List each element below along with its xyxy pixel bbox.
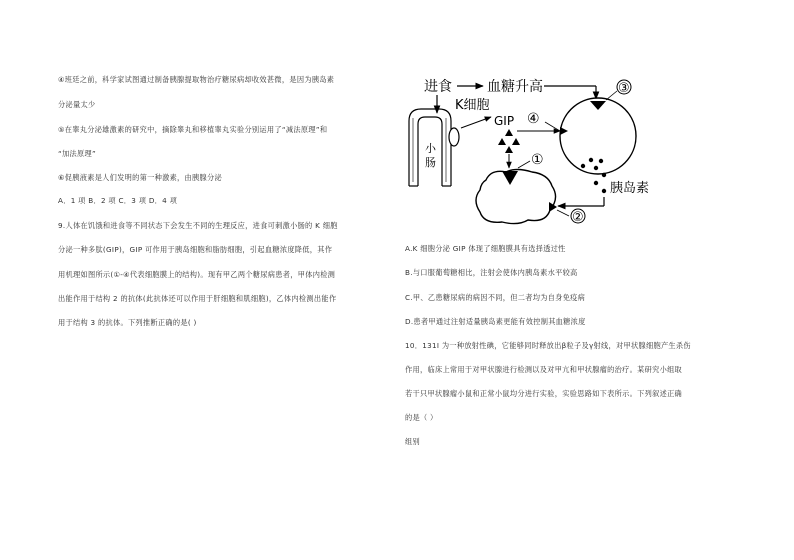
structure-1-number: ① [531,152,544,168]
structure-3-number: ③ [618,81,630,96]
small-intestine-label-2: 肠 [425,156,436,169]
structure-2-number: ② [572,210,584,225]
text-line: 分泌一种多肽(GIP)，GIP 可作用于胰岛细胞和脂肪细胞，引起血糖浓度降低，其作 [58,245,333,254]
pointer-1 [518,161,530,168]
arrow-k-to-gip [461,117,491,128]
gip-label: GIP [494,114,515,128]
text-line: 分泌量太少 [58,100,96,109]
text-line: ④班廷之前，科学家试图通过制备胰腺提取物治疗糖尿病却收效甚微，是因为胰岛素 [58,75,335,84]
text-line: 用于结构 3 的抗体。下列推断正确的是( ) [58,318,197,327]
option-a: A.K 细胞分泌 GIP 体现了细胞膜具有选择透过性 [405,244,566,253]
option-d: D.患者甲通过注射适量胰岛素更能有效控制其血糖浓度 [405,317,586,326]
question-9-text: 9.人体在饥饿和进食等不同状态下会发生不同的生理反应，进食可刺激小肠的 K 细胞 [58,221,338,230]
gip-molecules [498,129,520,153]
text-line: “加法原理” [58,149,96,158]
option-b: B.与口服葡萄糖相比，注射会使体内胰岛素水平较高 [405,268,578,277]
pointer-4 [545,122,560,131]
pointer-2 [557,210,569,216]
fat-cell [476,170,556,224]
text-line: 作用，临床上常用于对甲状腺进行检测以及对甲亢和甲状腺瘤的治疗。某研究小组取 [405,365,683,374]
pointer-3 [606,91,617,100]
question-10-text: 10．131I 为一种放射性碘，它能够同时释放出β粒子及γ射线，对甲状腺细胞产生杀伤 [405,341,691,350]
answer-options: A．1 项 B．2 项 C．3 项 D．4 项 [58,196,178,205]
text-line: ⑥促胰液素是人们发明的第一种激素，由胰腺分泌 [58,173,222,182]
eat-label: 进食 [424,79,452,95]
text-line: 用机理如图所示(①-④代表细胞膜上的结构)。现有甲乙两个糖尿病患者，甲体内检测 [58,270,336,279]
k-cell-label: K细胞 [455,98,490,113]
small-intestine-label-1: 小 [425,142,436,155]
option-c: C.甲、乙患糖尿病的病因不同，但二者均为自身免疫病 [405,293,586,302]
text-line: 若干只甲状腺瘤小鼠和正常小鼠均分进行实验，实验思路如下表所示。下列叙述正确 [405,389,683,398]
blood-sugar-label: 血糖升高 [487,79,543,95]
structure-4-number: ④ [527,111,540,127]
k-cell [449,128,459,146]
table-header-group: 组别 [405,437,420,446]
text-line: ⑤在睾丸分泌雄激素的研究中，摘除睾丸和移植睾丸实验分别运用了“减法原理”和 [58,125,328,134]
text-line: 的是（ ） [405,413,438,422]
text-line: 出能作用于结构 2 的抗体(此抗体还可以作用于肝细胞和肌细胞)，乙体内检测出能作 [58,294,337,303]
insulin-label: 胰岛素 [610,181,650,196]
